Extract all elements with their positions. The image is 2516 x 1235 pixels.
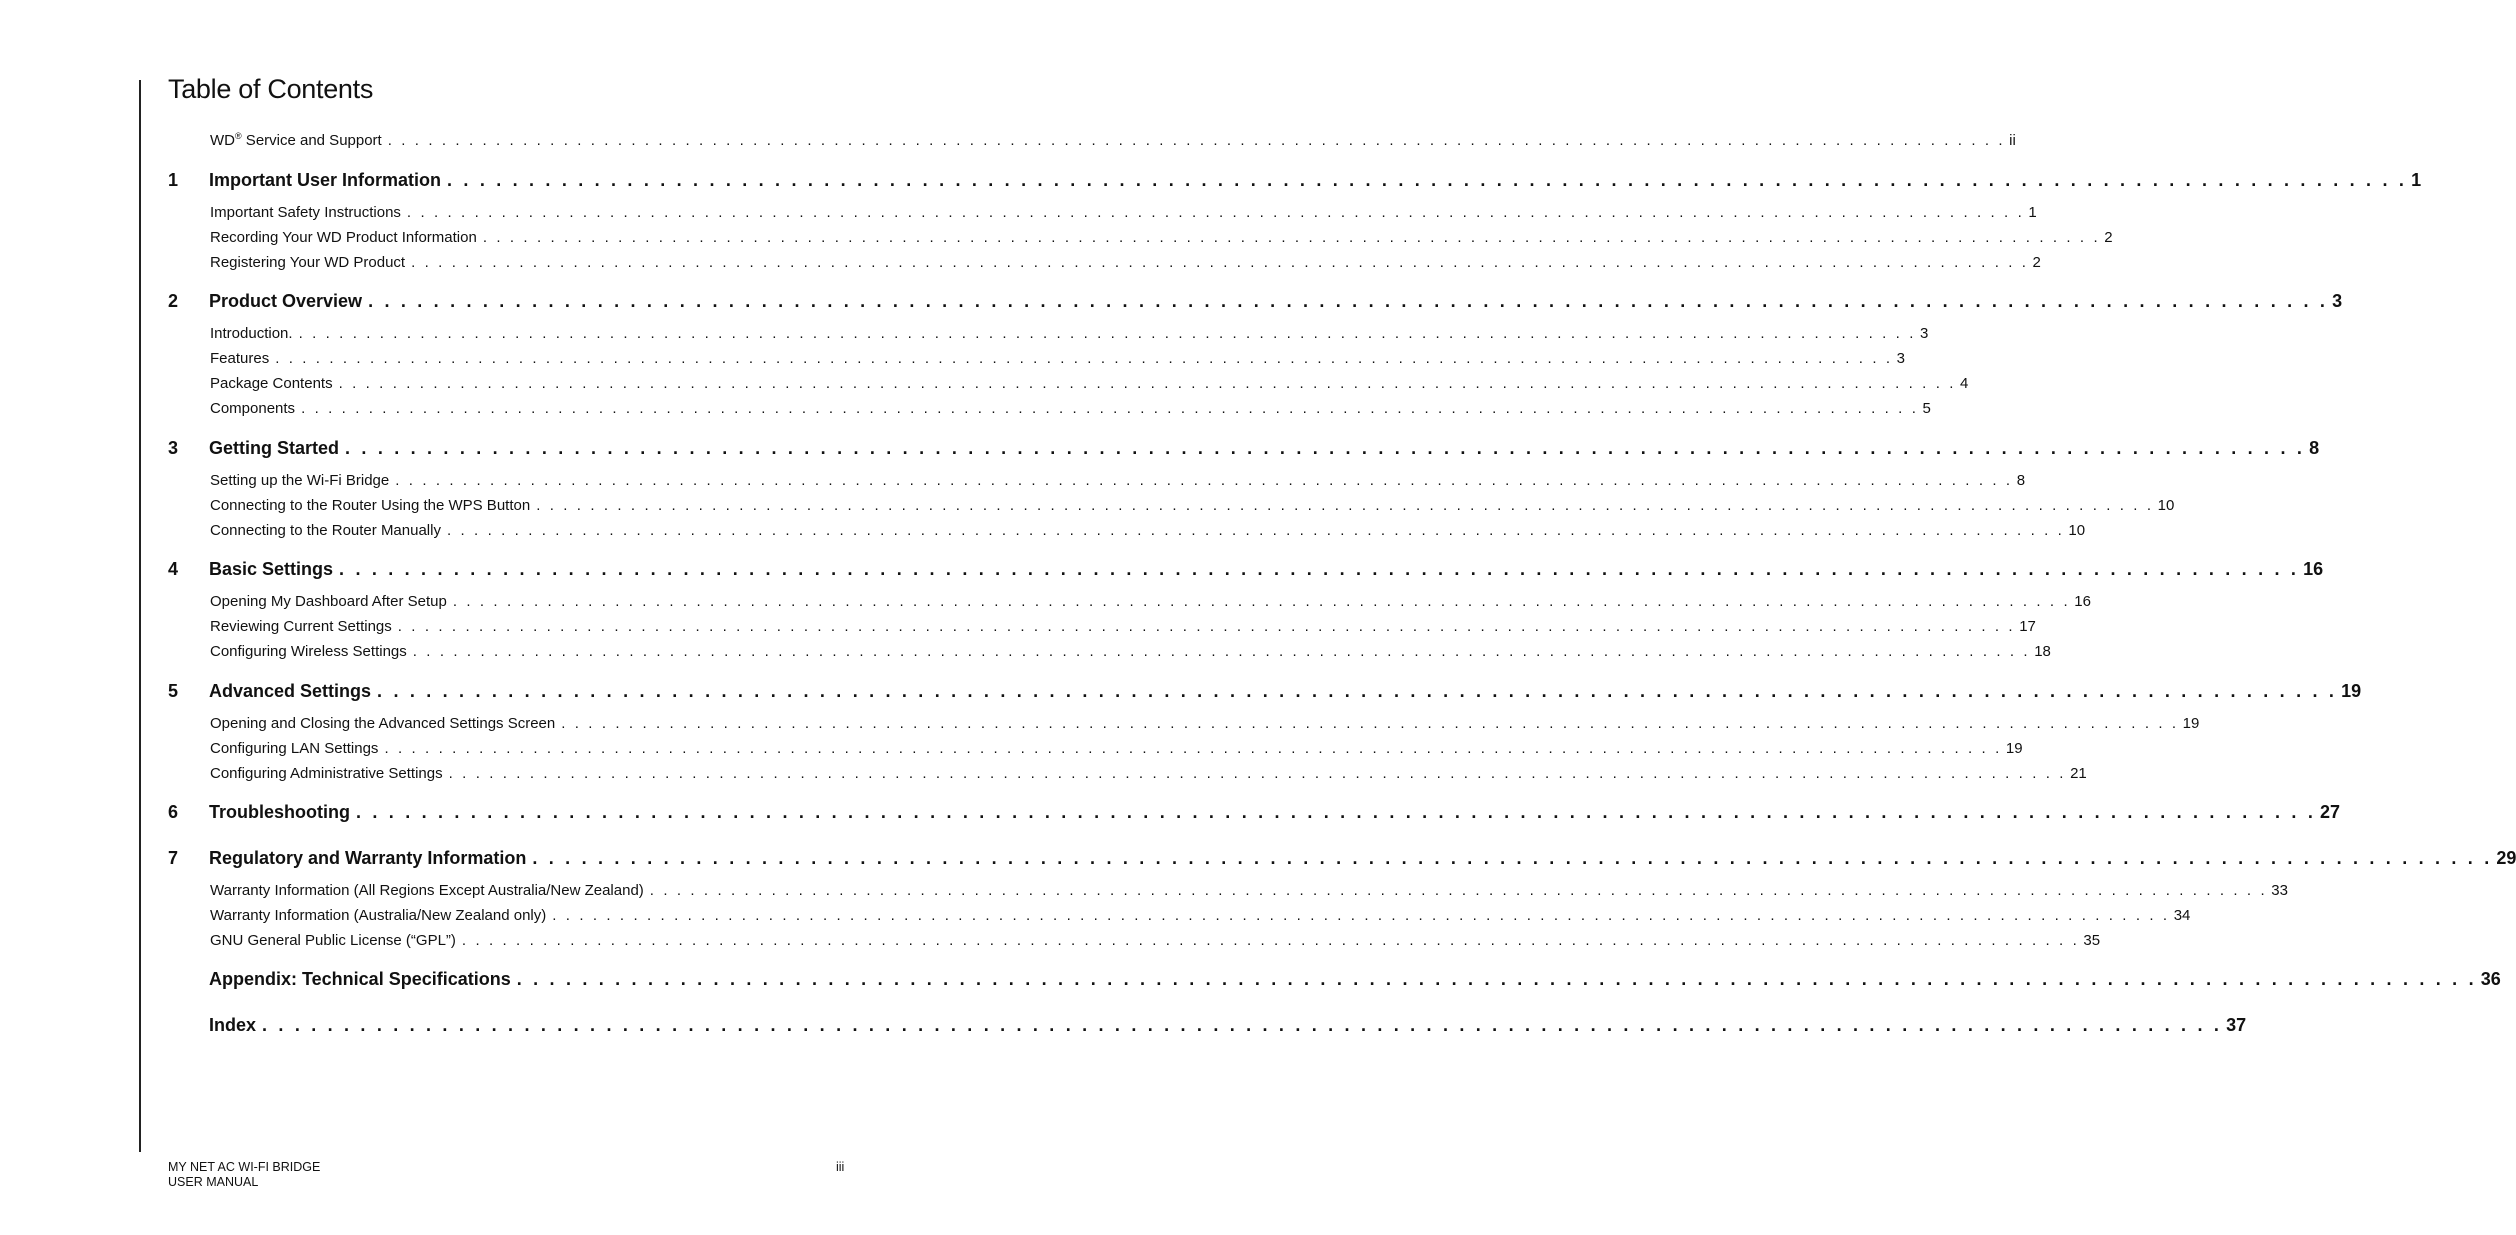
dot-leader: . . . . . . . . . . . . . . . . . . . . . . . . . . . . . . . . . . . . . . . . . . . . . . . . . . . . . . . . . . . . . . . . . . . . . . . . . . . . . . . . . . . . . . . . . . . . . . . . . . . . . . . . . . . . . . . . . . . . . . . . [406, 204, 2025, 221]
toc-section-entry[interactable] [168, 715, 2200, 735]
chapter-number: 2 [168, 291, 179, 311]
toc-entry-label: Configuring LAN Settings [210, 740, 379, 757]
toc-entry-label: Introduction. [210, 325, 293, 342]
toc-entry-page: 3 [1896, 350, 1905, 367]
toc-chapter-entry[interactable] [168, 1015, 2247, 1039]
toc-entry-label: Important User Information [209, 170, 442, 190]
chapter-number: 7 [168, 848, 179, 868]
toc-entry-label: Getting Started [209, 438, 340, 458]
chapter-number: 1 [168, 170, 179, 190]
dot-leader: . . . . . . . . . . . . . . . . . . . . . . . . . . . . . . . . . . . . . . . . . . . . . . . . . . . . . . . . . . . . . . . . . . . . . . . . . . . . . . . . . . . . . . . . . . . . . . . . . . . . . . . . . . . . . . . . . . . . . . . . [275, 350, 1893, 367]
dot-leader: . . . . . . . . . . . . . . . . . . . . . . . . . . . . . . . . . . . . . . . . . . . . . . . . . . . . . . . . . . . . . . . . . . . . . . . . . . . . . . . . . . . . . . . . . . . . . . . . . . . . . . . . . . . . . . . . . . . . . . . . [561, 715, 2179, 732]
toc-entry-page: 1 [2028, 204, 2037, 221]
dot-leader: . . . . . . . . . . . . . . . . . . . . . . . . . . . . . . . . . . . . . . . . . . . . . . . . . . . . . . . . . . . . . . . . . . . . . . . . . . . . . . . . . . . . . . . . . . . . . . . . . . . . . . . . . . . . . . . . . . . . . . . . [298, 325, 1916, 342]
toc-entry-label: Reviewing Current Settings [210, 618, 392, 635]
toc-entry-label: Regulatory and Warranty Information [209, 848, 527, 868]
toc-front-entry[interactable] [168, 131, 2016, 152]
toc-entry-label: Opening My Dashboard After Setup [210, 593, 447, 610]
toc-entry-page: 19 [2005, 740, 2023, 757]
toc-section-entry[interactable] [168, 375, 1969, 395]
toc-entry-label: Package Contents [210, 375, 333, 392]
toc-chapter-entry[interactable] [168, 969, 2501, 993]
dot-leader: . . . . . . . . . . . . . . . . . . . . . . . . . . . . . . . . . . . . . . . . . . . . . . . . . . . . . . . . . . . . . . . . . . . . . . . . . . . . . . . . . . . . . . . . . . . . . . . . . . . . . . . . . . . . . . . . . . . . . . . . [461, 932, 2080, 949]
toc-entry-page: ii [2009, 132, 2016, 149]
toc-entry-page: 10 [2157, 497, 2175, 514]
toc-entry-page: 34 [2173, 907, 2191, 924]
toc-entry-page: 1 [2411, 170, 2422, 190]
toc-entry-page: 18 [2034, 643, 2051, 660]
toc-entry-label: Features [210, 350, 270, 367]
toc-chapter-entry[interactable] [168, 802, 2341, 826]
toc-entry-page: 16 [2303, 559, 2324, 579]
dot-leader: . . . . . . . . . . . . . . . . . . . . . . . . . . . . . . . . . . . . . . . . . . . . . . . . . . . . . . . . . . . . . . . . . . . . . . . . . . . . . . . . . . . . . . . . . . . . . . . . . . . . . . . . . . . . . . . . . . . . . . . . [482, 229, 2101, 246]
toc-section-entry[interactable] [168, 522, 2086, 542]
dot-leader: . . . . . . . . . . . . . . . . . . . . . . . . . . . . . . . . . . . . . . . . . . . . . . . . . . . . . . . . . . . . . . . . . . . . . . . . . . . . . . . . . . . . . . . . . . . . . . . . . . . . . . . . . . . . . . . . . . . . . . . . [536, 497, 2154, 514]
toc-section-entry[interactable] [168, 472, 2026, 492]
footer-page-number: iii [836, 1160, 845, 1174]
toc-section-entry[interactable] [168, 350, 1905, 370]
toc-chapter-entry[interactable] [168, 170, 2422, 194]
toc-entry-page: 3 [1920, 325, 1929, 342]
toc-entry-page: 17 [2019, 618, 2036, 635]
toc-entry-label: Product Overview [209, 291, 363, 311]
toc-entry-label: Connecting to the Router Manually [210, 522, 441, 539]
toc-chapter-entry[interactable] [168, 848, 2516, 872]
toc-entry-label: GNU General Public License (“GPL”) [210, 932, 456, 949]
toc-entry-label: Opening and Closing the Advanced Settings Screen [210, 715, 556, 732]
toc-entry-label: Configuring Administrative Settings [210, 765, 443, 782]
footer-doc-type: USER MANUAL [168, 1175, 259, 1189]
toc-chapter-entry[interactable] [168, 559, 2324, 583]
toc-section-entry[interactable] [168, 204, 2037, 224]
dot-leader: . . . . . . . . . . . . . . . . . . . . . . . . . . . . . . . . . . . . . . . . . . . . . . . . . . . . . . . . . . . . . . . . . . . . . . . . . . . . . . . . . . . . . . . . . . . . . . . . . . . . . . . . . . . . . . . . . . . . . . . . [452, 593, 2071, 610]
toc-entry-label: WD® Service and Support [210, 131, 382, 149]
toc-entry-page: 35 [2083, 932, 2101, 949]
toc-entry-label: Troubleshooting [209, 802, 350, 822]
toc-entry-label: Index [209, 1015, 257, 1035]
toc-entry-page: 4 [1960, 375, 1969, 392]
toc-entry-page: 37 [2226, 1015, 2247, 1035]
dot-leader: . . . . . . . . . . . . . . . . . . . . . . . . . . . . . . . . . . . . . . . . . . . . . . . . . . . . . . . . . . . . . . . . . . . . . . . . . . . . . . . . . . . . . . . . . . . . . . . . . . . . . . . . . . . . . . . . . . . . . . . . [345, 438, 2306, 458]
page-title: Table of Contents [168, 74, 374, 104]
dot-leader: . . . . . . . . . . . . . . . . . . . . . . . . . . . . . . . . . . . . . . . . . . . . . . . . . . . . . . . . . . . . . . . . . . . . . . . . . . . . . . . . . . . . . . . . . . . . . . . . . . . . . . . . . . . . . . . . . . . . . . . . [384, 740, 2002, 757]
toc-section-entry[interactable] [168, 325, 1929, 345]
toc-entry-label: Setting up the Wi-Fi Bridge [210, 472, 390, 489]
dot-leader: . . . . . . . . . . . . . . . . . . . . . . . . . . . . . . . . . . . . . . . . . . . . . . . . . . . . . . . . . . . . . . . . . . . . . . . . . . . . . . . . . . . . . . . . . . . . . . . . . . . . . . . . . . . . . . . . . . . . . . . . [448, 765, 2067, 782]
toc-section-entry[interactable] [168, 229, 2113, 249]
dot-leader: . . . . . . . . . . . . . . . . . . . . . . . . . . . . . . . . . . . . . . . . . . . . . . . . . . . . . . . . . . . . . . . . . . . . . . . . . . . . . . . . . . . . . . . . . . . . . . . . . . . . . . . . . . . . . . . . . . . . . . . . [552, 907, 2170, 924]
toc-entry-label: Connecting to the Router Using the WPS Button [210, 497, 531, 514]
toc-entry-label: Registering Your WD Product [210, 254, 406, 271]
chapter-number: 6 [168, 802, 179, 822]
dot-leader: . . . . . . . . . . . . . . . . . . . . . . . . . . . . . . . . . . . . . . . . . . . . . . . . . . . . . . . . . . . . . . . . . . . . . . . . . . . . . . . . . . . . . . . . . . . . . . . . . . . . . . . . . . . . . . . . . . . . . . . . [356, 802, 2317, 822]
toc-entry-page: 19 [2182, 715, 2200, 732]
toc-section-entry[interactable] [168, 740, 2023, 760]
toc-entry-page: 2 [2104, 229, 2113, 246]
toc-section-entry[interactable] [168, 643, 2051, 663]
chapter-number: 4 [168, 559, 179, 579]
toc-entry-page: 27 [2320, 802, 2341, 822]
toc-entry-page: 19 [2341, 681, 2362, 701]
toc-entry-page: 10 [2068, 522, 2086, 539]
toc-chapter-entry[interactable] [168, 291, 2343, 315]
footer [168, 1160, 320, 1190]
toc-section-entry[interactable] [168, 400, 1931, 420]
toc-entry-page: 2 [2032, 254, 2041, 271]
toc-entry-label: Warranty Information (Australia/New Zealand only) [210, 907, 547, 924]
toc-section-entry[interactable] [168, 765, 2087, 785]
dot-leader: . . . . . . . . . . . . . . . . . . . . . . . . . . . . . . . . . . . . . . . . . . . . . . . . . . . . . . . . . . . . . . . . . . . . . . . . . . . . . . . . . . . . . . . . . . . . . . . . . . . . . . . . . . . . . . . . . . . . . . . . [412, 643, 2031, 660]
toc-entry-label: Important Safety Instructions [210, 204, 401, 221]
toc-entry-page: 8 [2016, 472, 2026, 489]
dot-leader: . . . . . . . . . . . . . . . . . . . . . . . . . . . . . . . . . . . . . . . . . . . . . . . . . . . . . . . . . . . . . . . . . . . . . . . . . . . . . . . . . . . . . . . . . . . . . . . . . . . . . . . . . . . . . . . . . . . . . . . . [301, 400, 1919, 417]
dot-leader: . . . . . . . . . . . . . . . . . . . . . . . . . . . . . . . . . . . . . . . . . . . . . . . . . . . . . . . . . . . . . . . . . . . . . . . . . . . . . . . . . . . . . . . . . . . . . . . . . . . . . . . . . . . . . . . . . . . . . . . . [447, 170, 2408, 190]
dot-leader: . . . . . . . . . . . . . . . . . . . . . . . . . . . . . . . . . . . . . . . . . . . . . . . . . . . . . . . . . . . . . . . . . . . . . . . . . . . . . . . . . . . . . . . . . . . . . . . . . . . . . . . . . . . . . . . . . . . . . . . . [397, 618, 2016, 635]
dot-leader: . . . . . . . . . . . . . . . . . . . . . . . . . . . . . . . . . . . . . . . . . . . . . . . . . . . . . . . . . . . . . . . . . . . . . . . . . . . . . . . . . . . . . . . . . . . . . . . . . . . . . . . . . . . . . . . . . . . . . . . . [649, 882, 2268, 899]
dot-leader: . . . . . . . . . . . . . . . . . . . . . . . . . . . . . . . . . . . . . . . . . . . . . . . . . . . . . . . . . . . . . . . . . . . . . . . . . . . . . . . . . . . . . . . . . . . . . . . . . . . . . . . . . . . . . . . . . . . . . . . . [377, 681, 2338, 701]
toc-entry-label: Basic Settings [209, 559, 334, 579]
toc-entry-page: 8 [2309, 438, 2320, 458]
chapter-number: 3 [168, 438, 179, 458]
dot-leader: . . . . . . . . . . . . . . . . . . . . . . . . . . . . . . . . . . . . . . . . . . . . . . . . . . . . . . . . . . . . . . . . . . . . . . . . . . . . . . . . . . . . . . . . . . . . . . . . . . . . . . . . . . . . . . . . . . . . . . . . [446, 522, 2065, 539]
toc-chapter-entry[interactable] [168, 438, 2320, 462]
toc-entry-page: 21 [2070, 765, 2087, 782]
toc-section-entry[interactable] [168, 618, 2036, 638]
toc-section-entry[interactable] [168, 907, 2191, 927]
toc-entry-page: 36 [2480, 969, 2501, 989]
toc-entry-label: Warranty Information (All Regions Except Australia/New Zealand) [210, 882, 644, 899]
dot-leader: . . . . . . . . . . . . . . . . . . . . . . . . . . . . . . . . . . . . . . . . . . . . . . . . . . . . . . . . . . . . . . . . . . . . . . . . . . . . . . . . . . . . . . . . . . . . . . . . . . . . . . . . . . . . . . . . . . . . . . . . [387, 132, 2006, 149]
dot-leader: . . . . . . . . . . . . . . . . . . . . . . . . . . . . . . . . . . . . . . . . . . . . . . . . . . . . . . . . . . . . . . . . . . . . . . . . . . . . . . . . . . . . . . . . . . . . . . . . . . . . . . . . . . . . . . . . . . . . . . . . [262, 1015, 2223, 1035]
dot-leader: . . . . . . . . . . . . . . . . . . . . . . . . . . . . . . . . . . . . . . . . . . . . . . . . . . . . . . . . . . . . . . . . . . . . . . . . . . . . . . . . . . . . . . . . . . . . . . . . . . . . . . . . . . . . . . . . . . . . . . . . [338, 375, 1957, 392]
chapter-number: 5 [168, 681, 179, 701]
toc-section-entry[interactable] [168, 882, 2288, 902]
dot-leader: . . . . . . . . . . . . . . . . . . . . . . . . . . . . . . . . . . . . . . . . . . . . . . . . . . . . . . . . . . . . . . . . . . . . . . . . . . . . . . . . . . . . . . . . . . . . . . . . . . . . . . . . . . . . . . . . . . . . . . . . [532, 848, 2493, 868]
toc-entry-label: Recording Your WD Product Information [210, 229, 477, 246]
footer-product: MY NET AC WI-FI BRIDGE [168, 1160, 321, 1174]
toc-section-entry[interactable] [168, 593, 2091, 613]
toc-entry-page: 3 [2332, 291, 2343, 311]
toc-entry-page: 29 [2496, 848, 2516, 868]
dot-leader: . . . . . . . . . . . . . . . . . . . . . . . . . . . . . . . . . . . . . . . . . . . . . . . . . . . . . . . . . . . . . . . . . . . . . . . . . . . . . . . . . . . . . . . . . . . . . . . . . . . . . . . . . . . . . . . . . . . . . . . . [339, 559, 2300, 579]
dot-leader: . . . . . . . . . . . . . . . . . . . . . . . . . . . . . . . . . . . . . . . . . . . . . . . . . . . . . . . . . . . . . . . . . . . . . . . . . . . . . . . . . . . . . . . . . . . . . . . . . . . . . . . . . . . . . . . . . . . . . . . . [395, 472, 2013, 489]
toc-entry-label: Advanced Settings [209, 681, 372, 701]
dot-leader: . . . . . . . . . . . . . . . . . . . . . . . . . . . . . . . . . . . . . . . . . . . . . . . . . . . . . . . . . . . . . . . . . . . . . . . . . . . . . . . . . . . . . . . . . . . . . . . . . . . . . . . . . . . . . . . . . . . . . . . . [368, 291, 2329, 311]
toc-entry-page: 16 [2074, 593, 2091, 610]
dot-leader: . . . . . . . . . . . . . . . . . . . . . . . . . . . . . . . . . . . . . . . . . . . . . . . . . . . . . . . . . . . . . . . . . . . . . . . . . . . . . . . . . . . . . . . . . . . . . . . . . . . . . . . . . . . . . . . . . . . . . . . . [516, 969, 2477, 989]
toc-chapter-entry[interactable] [168, 681, 2362, 705]
toc-section-entry[interactable] [168, 497, 2175, 517]
toc-entry-label: Appendix: Technical Specifications [209, 969, 511, 989]
dot-leader: . . . . . . . . . . . . . . . . . . . . . . . . . . . . . . . . . . . . . . . . . . . . . . . . . . . . . . . . . . . . . . . . . . . . . . . . . . . . . . . . . . . . . . . . . . . . . . . . . . . . . . . . . . . . . . . . . . . . . . . . [411, 254, 2029, 271]
margin-rule [139, 80, 141, 1152]
toc-entry-page: 33 [2271, 882, 2288, 899]
toc-entry-page: 5 [1922, 400, 1931, 417]
toc-entry-label: Configuring Wireless Settings [210, 643, 407, 660]
toc-entry-label: Components [210, 400, 296, 417]
toc-section-entry[interactable] [168, 932, 2101, 952]
toc-section-entry[interactable] [168, 254, 2041, 274]
